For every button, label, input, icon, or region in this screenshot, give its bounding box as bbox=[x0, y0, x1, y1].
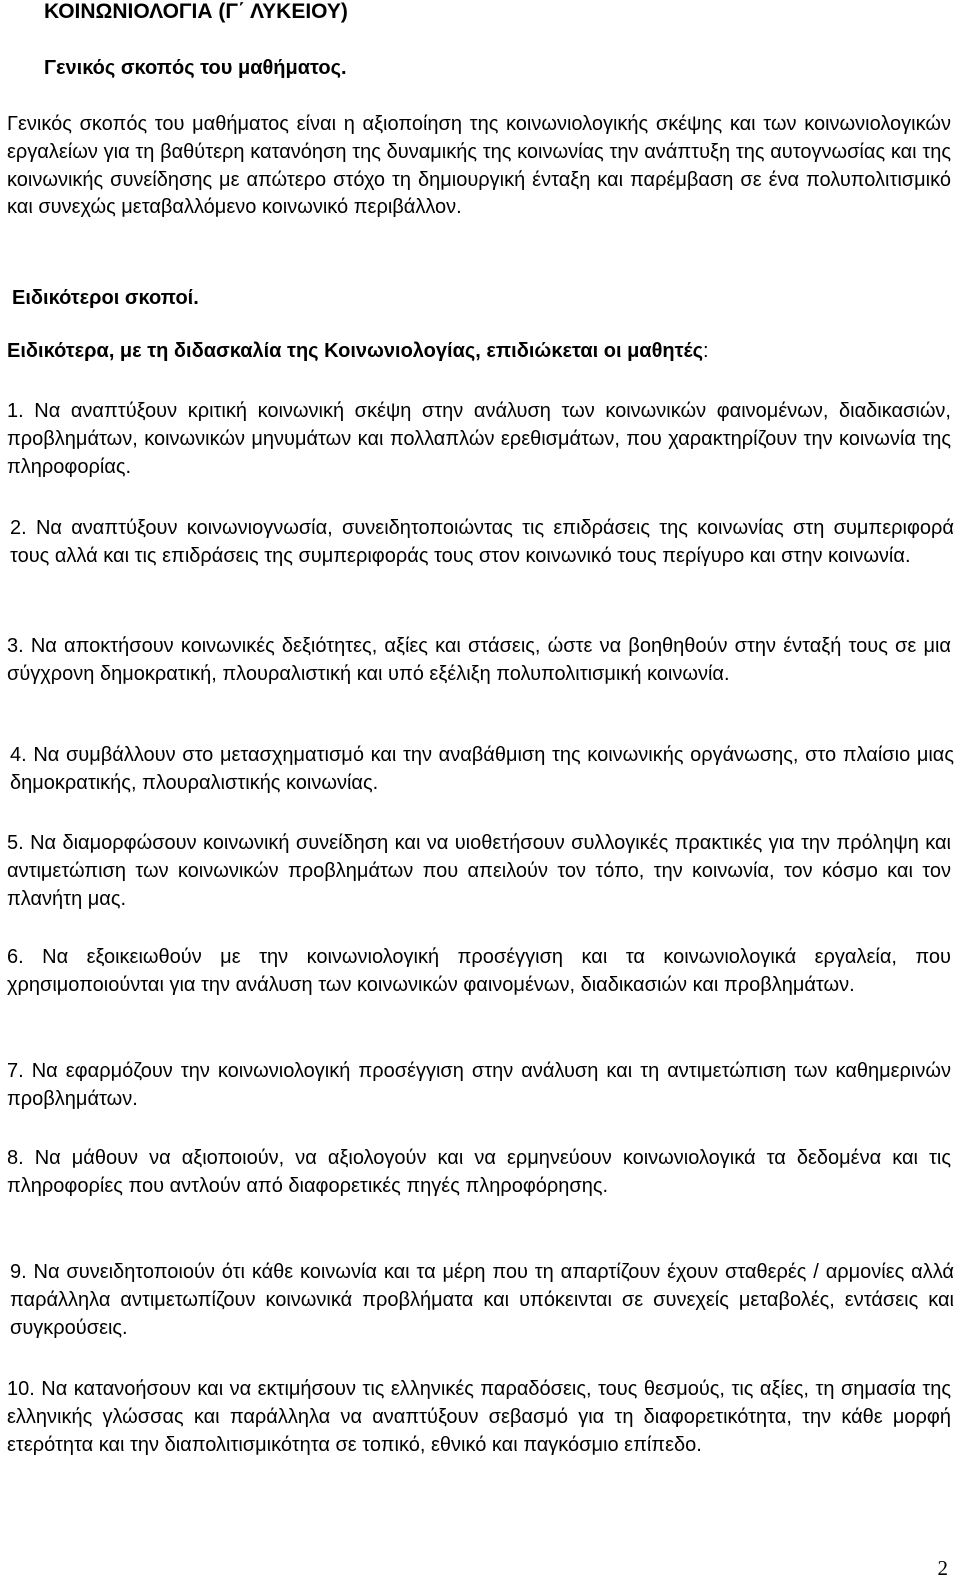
aim-item-7: 7. Να εφαρμόζουν την κοινωνιολογική προσέγγιση στην ανάλυση και τη αντιμετώπιση των καθημερινών προβλημάτων. bbox=[7, 1060, 951, 1110]
aim-item-4: 4. Να συμβάλλουν στο μετασχηματισμό και την αναβάθμιση της κοινωνικής οργάνωσης, στο πλαίσιο μιας δημοκρατικής, πλουραλιστικής κοινωνίας. bbox=[10, 744, 954, 794]
specific-aims-intro-text: Ειδικότερα, με τη διδασκαλία της Κοινωνιολογίας, επιδιώκεται οι μαθητές bbox=[7, 340, 703, 362]
aim-item-3: 3. Να αποκτήσουν κοινωνικές δεξιότητες, αξίες και στάσεις, ώστε να βοηθηθούν στην ένταξή τους σε μια σύγχρονη δημοκρατική, πλουραλιστική και υπό εξέλιξη πολυπολιτισμική κοινωνία. bbox=[7, 635, 951, 685]
general-aim-heading: Γενικός σκοπός του μαθήματος. bbox=[44, 57, 347, 79]
specific-aims-intro bbox=[7, 340, 709, 363]
specific-aims-heading: Ειδικότεροι σκοποί. bbox=[12, 287, 199, 309]
aim-item-9: 9. Να συνειδητοποιούν ότι κάθε κοινωνία και τα μέρη που τη απαρτίζουν έχουν σταθερές / αρμονίες αλλά παράλληλα αντιμετωπίζουν κοινωνικά προβλήματα και υπόκεινται σε συνεχείς μεταβολές, εντάσεις και συγκρούσεις. bbox=[10, 1261, 954, 1339]
aim-item-6: 6. Να εξοικειωθούν με την κοινωνιολογική προσέγγιση και τα κοινωνιολογικά εργαλεία, που χρησιμοποιούνται για την ανάλυση των κοινωνικών φαινομένων, διαδικασιών και προβλημάτων. bbox=[7, 946, 951, 996]
aim-item-10: 10. Να κατανοήσουν και να εκτιμήσουν τις ελληνικές παραδόσεις, τους θεσμούς, τις αξίες, τη σημασία της ελληνικής γλώσσας και παράλληλα να αναπτύξουν σεβασμό για τη διαφορετικότητα, την κάθε μορφή ετερότητα και την διαπολιτισμικότητα σε τοπικό, εθνικό και παγκόσμιο επίπεδο. bbox=[7, 1378, 951, 1456]
aim-item-2: 2. Να αναπτύξουν κοινωνιογνωσία, συνειδητοποιώντας τις επιδράσεις της κοινωνίας στη συμπεριφορά τους αλλά και τις επιδράσεις της συμπεριφοράς τους στον κοινωνικό τους περίγυρο και στην κοινωνία. bbox=[10, 517, 954, 567]
aim-item-8: 8. Να μάθουν να αξιοποιούν, να αξιολογούν και να ερμηνεύουν κοινωνιολογικά τα δεδομένα και τις πληροφορίες που αντλούν από διαφορετικές πηγές πληροφόρησης. bbox=[7, 1147, 951, 1197]
general-aim-paragraph: Γενικός σκοπός του μαθήματος είναι η αξιοποίηση της κοινωνιολογικής σκέψης και των κοινωνιολογικών εργαλείων για τη βαθύτερη κατανόηση της δυναμικής της κοινωνίας την ανάπτυξη της αυτογνωσίας και της κοινωνικής συνείδησης με απώτερο στόχο τη δημιουργική ένταξη και παρέμβαση σε ένα πολυπολιτισμικό και συνεχώς μεταβαλλόμενο κοινωνικό περιβάλλον. bbox=[7, 113, 951, 219]
document-title: ΚΟΙΝΩΝΙΟΛΟΓΙΑ (Γ΄ ΛΥΚΕΙΟΥ) bbox=[44, 0, 348, 23]
page-number: 2 bbox=[937, 1556, 948, 1580]
aim-item-5: 5. Να διαμορφώσουν κοινωνική συνείδηση και να υιοθετήσουν συλλογικές πρακτικές για την πρόληψη και αντιμετώπιση των κοινωνικών προβλημάτων που απειλούν τον τόπο, την κοινωνία, τον κόσμο και τον πλανήτη μας. bbox=[7, 832, 951, 910]
specific-aims-intro-colon: : bbox=[702, 340, 709, 362]
aim-item-1: 1. Να αναπτύξουν κριτική κοινωνική σκέψη στην ανάλυση των κοινωνικών φαινομένων, διαδικασιών, προβλημάτων, κοινωνικών μηνυμάτων και πολλαπλών ερεθισμάτων, που χαρακτηρίζουν την κοινωνία της πληροφορίας. bbox=[7, 400, 951, 478]
